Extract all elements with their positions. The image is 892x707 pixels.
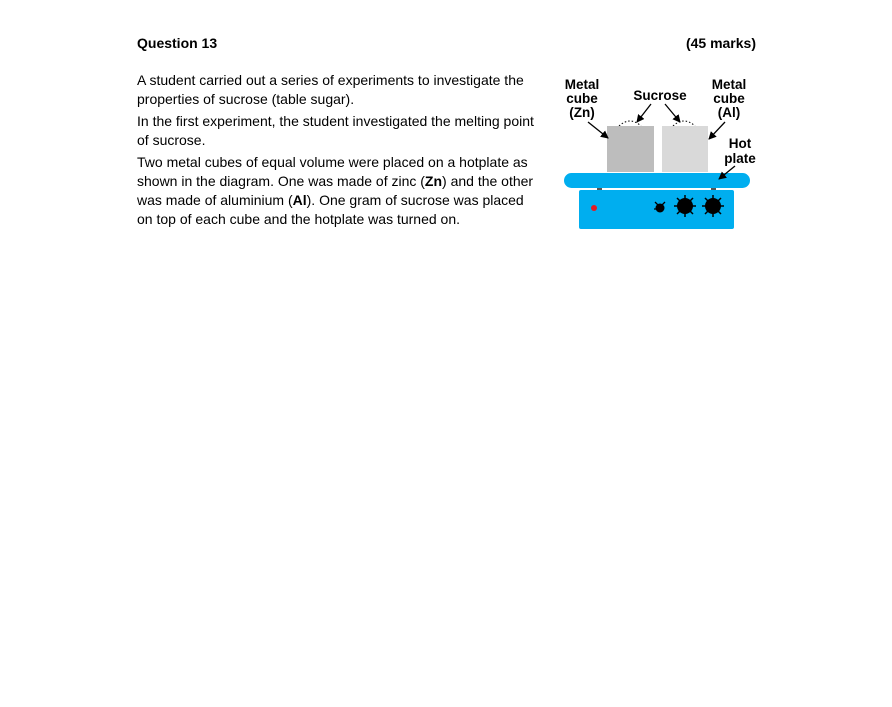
aluminium-cube [662,126,708,172]
large-knob-icon [674,195,696,217]
setup-text-a: Two metal cubes of equal volume were placed on a hotplate as shown in the diagram. One was made of zinc ( [137,154,528,189]
aluminium-symbol: Al [292,192,307,208]
question-marks: (45 marks) [685,35,756,51]
zn-label-line3: (Zn) [569,105,595,120]
hotplate-diagram [557,72,767,234]
arrow-sucrose-zn [637,104,651,122]
hotplate-label-line1: Hot [728,136,752,151]
arrow-al-cube [709,122,725,139]
paragraph-setup [137,153,542,229]
hotplate-top [564,173,750,188]
paragraph-first-experiment: In the first experiment, the student investigated the melting point of sucrose. [137,113,534,148]
zinc-cube [607,126,654,172]
large-knob-icon [702,195,724,217]
arrow-sucrose-al [665,104,680,122]
setup-text-c: ). One gram of sucrose was placed on top of each cube and the hotplate was turned on. [137,192,524,227]
arrow-zn-cube [588,122,608,138]
sucrose-label: Sucrose [633,88,687,103]
zn-label-line1: Metal [564,77,600,92]
al-label-line3: (Al) [717,105,741,120]
question-title: Question 13 [137,35,218,51]
hotplate-label-line2: plate [724,151,756,166]
setup-text-b: ) and the other was made of aluminium ( [137,173,534,208]
paragraph-intro: A student carried out a series of experiments to investigate the properties of sucrose (table sugar). [137,72,524,107]
al-label-line2: cube [713,91,745,106]
sucrose-pile-al [673,121,695,126]
zn-label-line2: cube [566,91,598,106]
al-label-line1: Metal [711,77,747,92]
zinc-symbol: Zn [424,173,443,189]
question-body [137,71,542,232]
indicator-light [591,205,597,211]
